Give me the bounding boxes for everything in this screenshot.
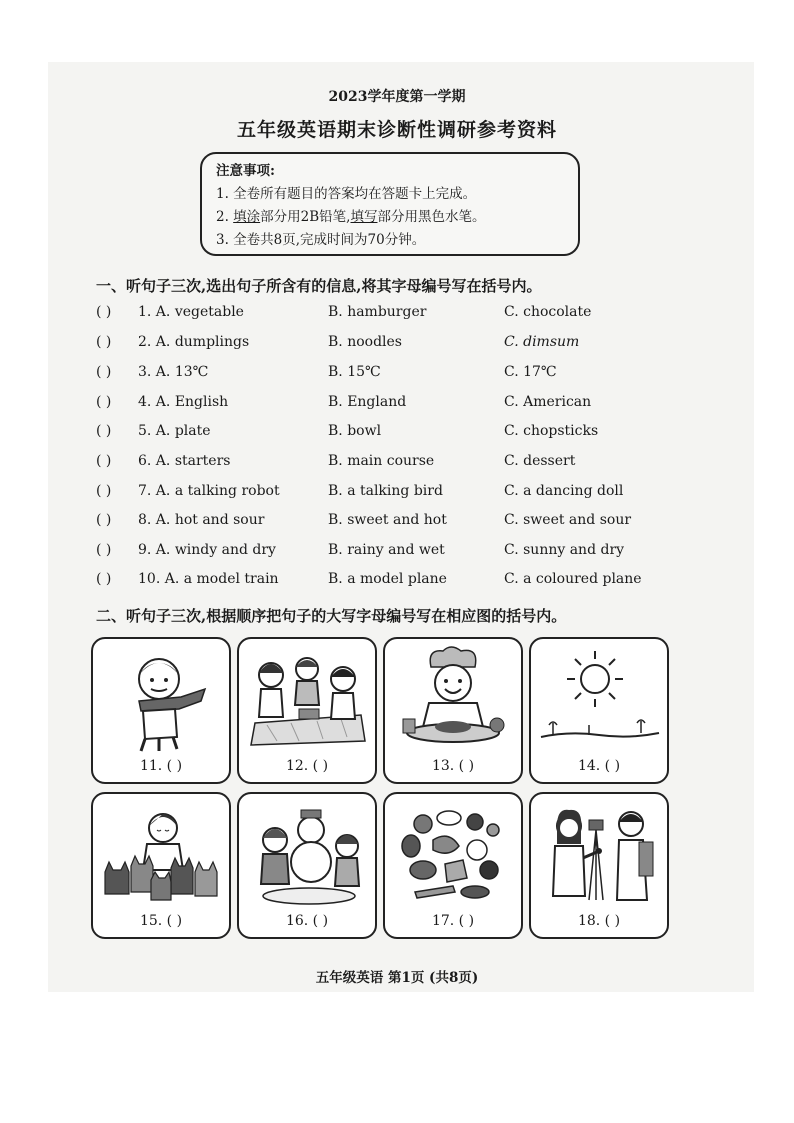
option-c: C. dessert	[504, 453, 576, 469]
option-b: B. a model plane	[328, 571, 447, 587]
option-a: 3. A. 13℃	[138, 364, 209, 380]
option-a: 8. A. hot and sour	[138, 512, 265, 528]
question-row	[96, 423, 736, 445]
picture-label[interactable]: 15. ( )	[139, 913, 183, 929]
option-a: 9. A. windy and dry	[138, 542, 276, 558]
answer-bracket[interactable]: ( )	[96, 483, 112, 499]
picture-label[interactable]: 18. ( )	[577, 913, 621, 929]
answer-bracket[interactable]: ( )	[96, 423, 112, 439]
option-b: B. England	[328, 394, 407, 410]
picture-label[interactable]: 12. ( )	[285, 758, 329, 774]
cold-boy-with-scarf-icon	[101, 645, 223, 755]
notice-line-3: 3. 全卷共8页,完成时间为70分钟。	[216, 232, 426, 248]
option-b: B. rainy and wet	[328, 542, 445, 558]
family-picnic-icon	[247, 645, 369, 755]
option-b: B. hamburger	[328, 304, 427, 320]
question-row	[96, 394, 736, 416]
picture-panel-12	[237, 637, 377, 784]
option-a: 5. A. plate	[138, 423, 211, 439]
option-c: C. a coloured plane	[504, 571, 642, 587]
answer-bracket[interactable]: ( )	[96, 453, 112, 469]
picture-label[interactable]: 17. ( )	[431, 913, 475, 929]
notice-title: 注意事项:	[216, 163, 275, 179]
picture-label[interactable]: 11. ( )	[139, 758, 183, 774]
picture-label[interactable]: 16. ( )	[285, 913, 329, 929]
picture-label[interactable]: 13. ( )	[431, 758, 475, 774]
option-b: B. main course	[328, 453, 435, 469]
question-row	[96, 334, 736, 356]
picture-panel-17	[383, 792, 523, 939]
option-a: 1. A. vegetable	[138, 304, 244, 320]
option-c: C. dimsum	[504, 334, 580, 350]
answer-bracket[interactable]: ( )	[96, 571, 112, 587]
page-footer: 五年级英语 第1页 (共8页)	[315, 970, 479, 986]
girl-with-cats-icon	[101, 800, 223, 910]
picture-panel-18	[529, 792, 669, 939]
chef-eating-icon	[393, 645, 515, 755]
question-row	[96, 304, 736, 326]
option-a: 2. A. dumplings	[138, 334, 250, 350]
reporter-interview-icon	[539, 800, 661, 910]
option-a: 7. A. a talking robot	[138, 483, 280, 499]
option-c: C. chopsticks	[504, 423, 599, 439]
option-c: C. chocolate	[504, 304, 592, 320]
option-b: B. bowl	[328, 423, 382, 439]
answer-bracket[interactable]: ( )	[96, 394, 112, 410]
section-2-heading: 二、听句子三次,根据顺序把句子的大写字母编号写在相应图的括号内。	[96, 607, 567, 625]
option-c: C. 17℃	[504, 364, 557, 380]
option-b: B. a talking bird	[328, 483, 443, 499]
exam-title: 五年级英语期末诊断性调研参考资料	[236, 119, 557, 141]
picture-panel-11	[91, 637, 231, 784]
option-b: B. 15℃	[328, 364, 381, 380]
answer-bracket[interactable]: ( )	[96, 334, 112, 350]
option-a: 6. A. starters	[138, 453, 231, 469]
picture-panel-15	[91, 792, 231, 939]
question-row	[96, 453, 736, 475]
picture-panel-13	[383, 637, 523, 784]
option-b: B. noodles	[328, 334, 402, 350]
notice-line-2: 2. 填涂部分用2B铅笔,填写部分用黑色水笔。	[216, 209, 486, 225]
notice-box	[200, 152, 580, 256]
answer-bracket[interactable]: ( )	[96, 304, 112, 320]
section-1-heading: 一、听句子三次,选出句子所含有的信息,将其字母编号写在括号内。	[96, 277, 542, 295]
question-row	[96, 512, 736, 534]
option-c: C. sunny and dry	[504, 542, 625, 558]
option-c: C. American	[504, 394, 592, 410]
question-row	[96, 364, 736, 386]
option-c: C. sweet and sour	[504, 512, 632, 528]
answer-bracket[interactable]: ( )	[96, 512, 112, 528]
answer-bracket[interactable]: ( )	[96, 364, 112, 380]
term-heading: 2023学年度第一学期	[328, 89, 466, 105]
question-row	[96, 483, 736, 505]
sun-and-flowers-icon	[539, 645, 661, 755]
notice-line-1: 1. 全卷所有题目的答案均在答题卡上完成。	[216, 186, 477, 202]
kids-and-snowman-icon	[247, 800, 369, 910]
picture-panel-16	[237, 792, 377, 939]
option-a: 10. A. a model train	[138, 571, 279, 587]
option-c: C. a dancing doll	[504, 483, 624, 499]
question-row	[96, 571, 736, 593]
picture-panel-14	[529, 637, 669, 784]
fruits-vegetables-icon	[393, 800, 515, 910]
question-row	[96, 542, 736, 564]
answer-bracket[interactable]: ( )	[96, 542, 112, 558]
option-a: 4. A. English	[138, 394, 229, 410]
picture-label[interactable]: 14. ( )	[577, 758, 621, 774]
option-b: B. sweet and hot	[328, 512, 447, 528]
